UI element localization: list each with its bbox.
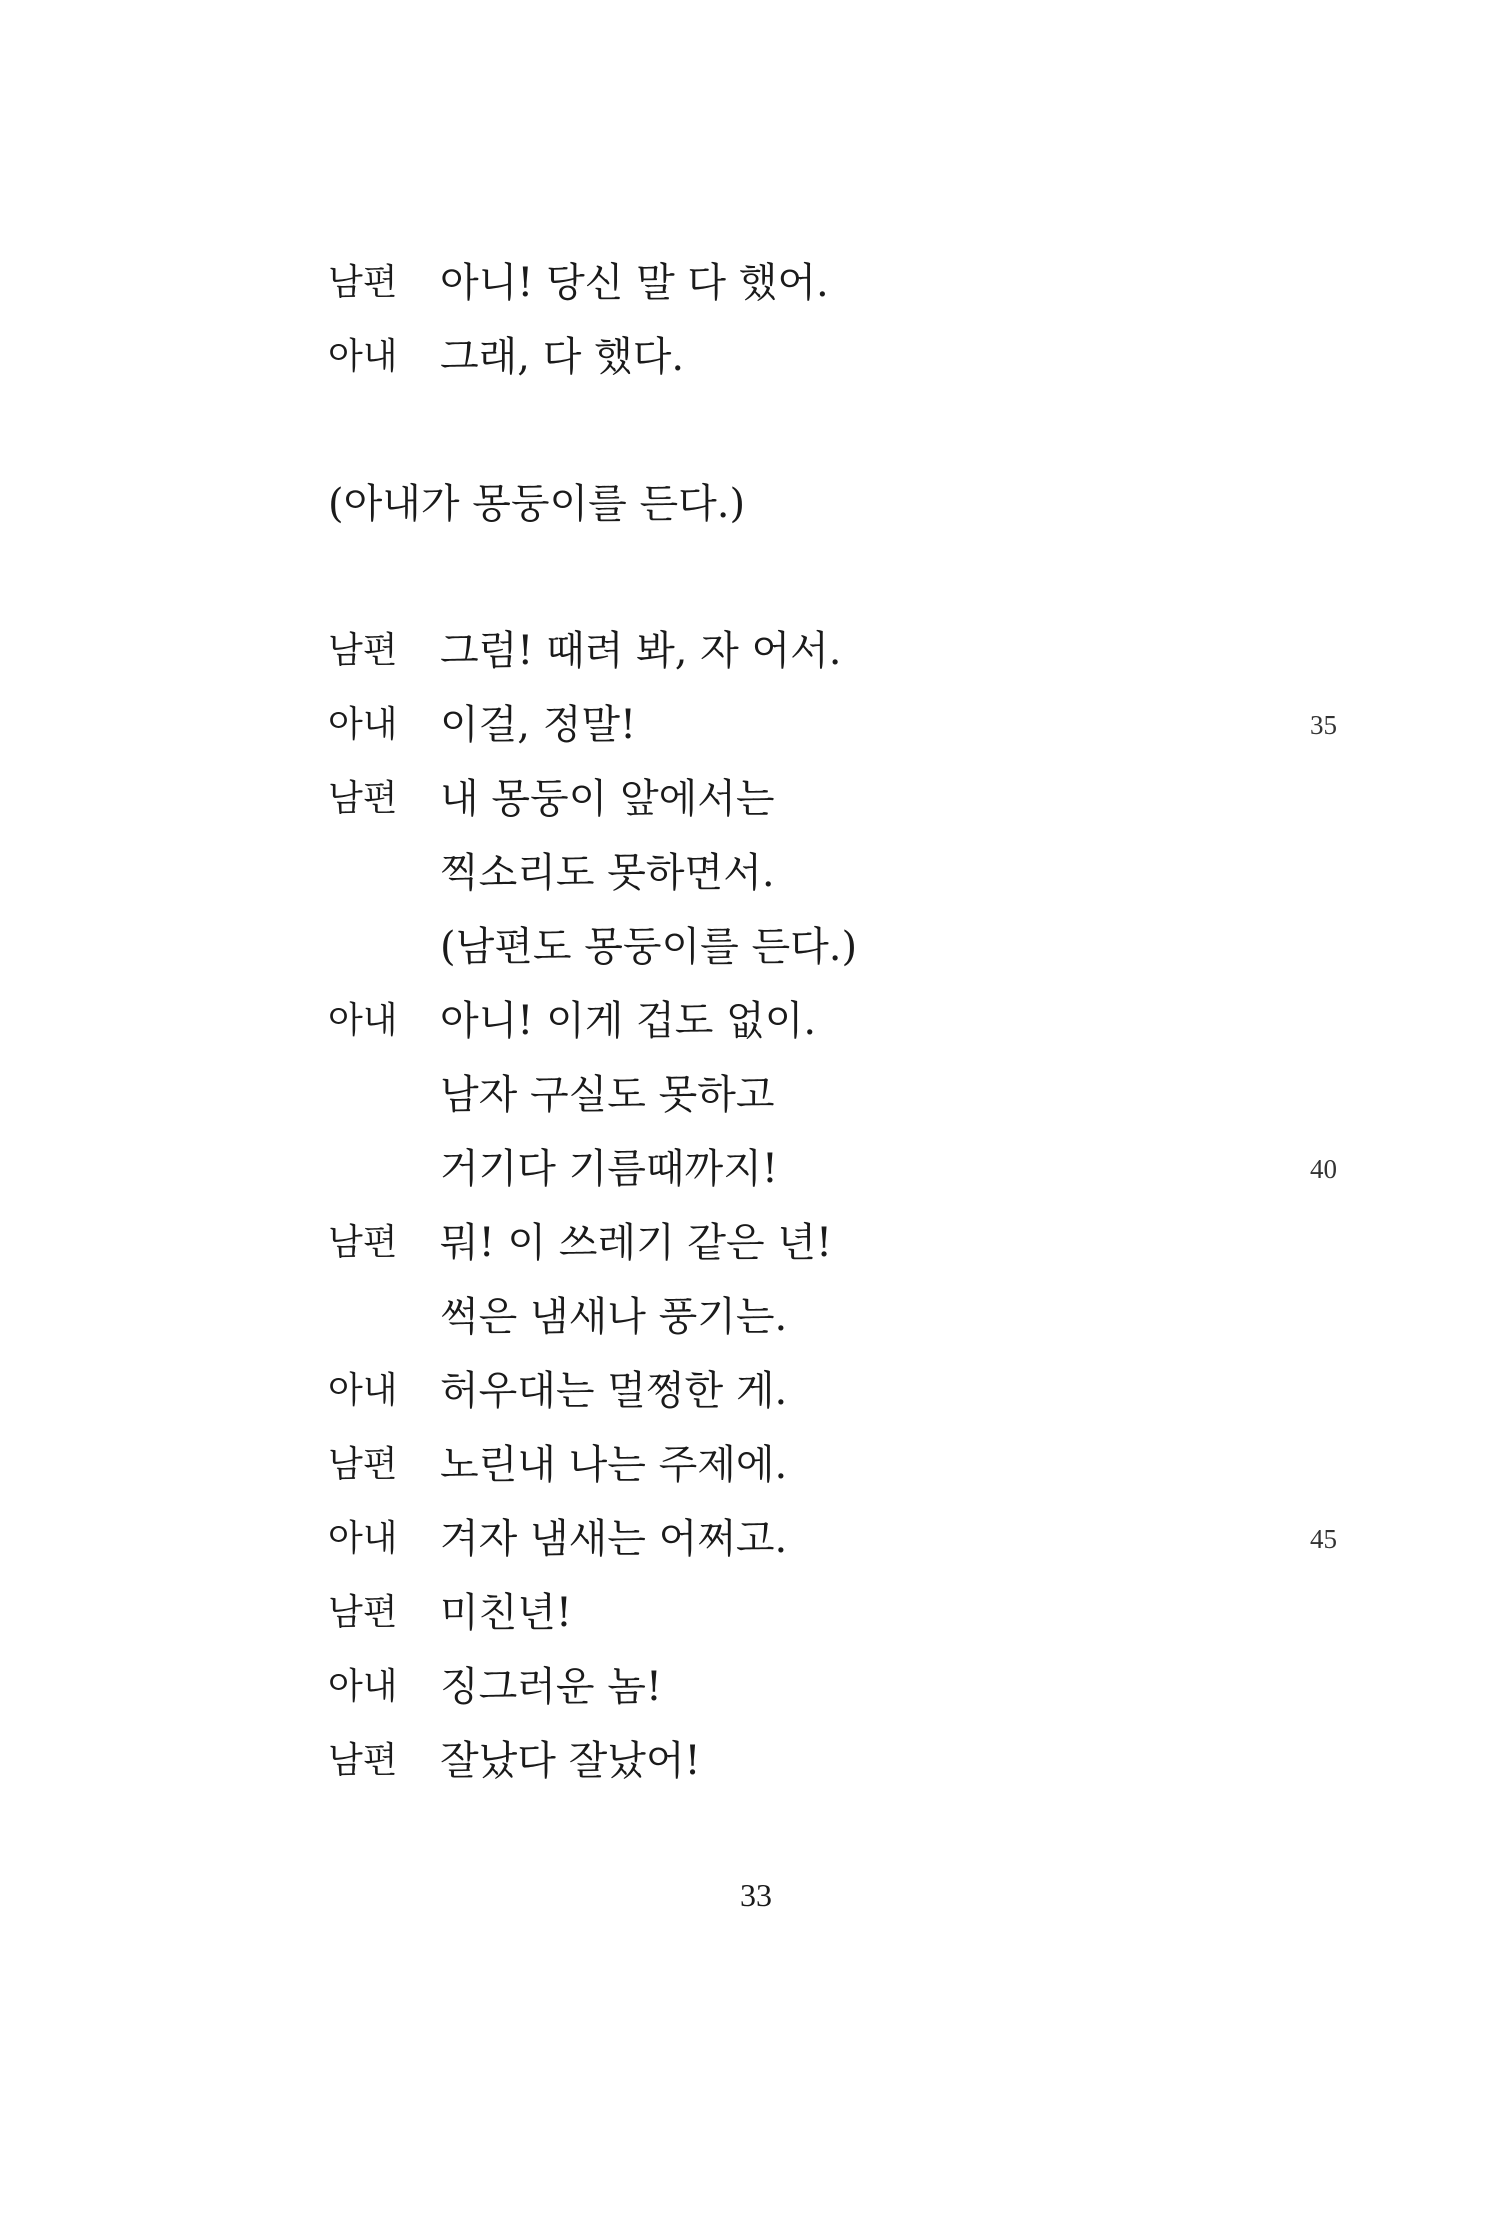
dialogue-line <box>0 1724 1512 1798</box>
speaker-label: 남편 <box>328 262 398 303</box>
dialogue-line <box>0 1576 1512 1650</box>
speaker-label: 남편 <box>328 1592 398 1633</box>
speaker-label: 남편 <box>328 1740 398 1781</box>
dialogue-line <box>0 910 1512 984</box>
dialogue-text: 이걸, 정말! <box>440 702 637 748</box>
dialogue-text: 거기다 기름때까지! <box>440 1146 778 1192</box>
dialogue-text: 뭐! 이 쓰레기 같은 년! <box>440 1220 833 1266</box>
dialogue-text: 미친년! <box>440 1590 572 1636</box>
speaker-label: 남편 <box>328 1222 398 1263</box>
speaker-label: 아내 <box>328 1518 398 1559</box>
dialogue-line <box>0 836 1512 910</box>
dialogue-text: 허우대는 멀쩡한 게. <box>440 1368 788 1414</box>
dialogue-text: 겨자 냄새는 어쩌고. <box>440 1516 788 1562</box>
dialogue-line <box>0 246 1512 320</box>
dialogue-line <box>0 984 1512 1058</box>
dialogue-text: 아니! 당신 말 다 했어. <box>440 260 829 306</box>
dialogue-line <box>0 688 1512 762</box>
dialogue-line <box>0 614 1512 688</box>
speaker-label: 아내 <box>328 1666 398 1707</box>
dialogue-text: 썩은 냄새나 풍기는. <box>440 1294 788 1340</box>
dialogue-text: (남편도 몽둥이를 든다.) <box>440 924 858 970</box>
page-number: 33 <box>740 1877 772 1913</box>
dialogue-line <box>0 762 1512 836</box>
speaker-label: 아내 <box>328 336 398 377</box>
dialogue-text: 남자 구실도 못하고 <box>440 1072 775 1118</box>
dialogue-text: 잘났다 잘났어! <box>440 1738 701 1784</box>
speaker-label: 아내 <box>328 1370 398 1411</box>
speaker-label: 남편 <box>328 1444 398 1485</box>
speaker-label: 남편 <box>328 630 398 671</box>
dialogue-text: 그래, 다 했다. <box>440 334 685 380</box>
line-number: 35 <box>1310 710 1337 740</box>
speaker-label: 남편 <box>328 778 398 819</box>
dialogue-line <box>0 1132 1512 1206</box>
dialogue-text: 아니! 이게 겁도 없이. <box>440 998 817 1044</box>
dialogue-text: 내 몽둥이 앞에서는 <box>440 776 775 822</box>
line-number: 45 <box>1310 1524 1337 1554</box>
dialogue-line <box>0 1280 1512 1354</box>
dialogue-text: 노린내 나는 주제에. <box>440 1442 788 1488</box>
dialogue-line <box>0 320 1512 394</box>
dialogue-text: 징그러운 놈! <box>440 1664 662 1710</box>
dialogue-line <box>0 1428 1512 1502</box>
dialogue-text: 그럼! 때려 봐, 자 어서. <box>440 628 842 674</box>
line-number: 40 <box>1310 1154 1337 1184</box>
dialogue-line <box>0 1058 1512 1132</box>
stage-direction-line <box>0 467 1512 541</box>
dialogue-line <box>0 1206 1512 1280</box>
speaker-label: 아내 <box>328 704 398 745</box>
dialogue-text: 찍소리도 못하면서. <box>440 850 775 896</box>
dialogue-line <box>0 1502 1512 1576</box>
dialogue-line <box>0 1650 1512 1724</box>
speaker-label: 아내 <box>328 1000 398 1041</box>
dialogue-line <box>0 1354 1512 1428</box>
stage-direction: (아내가 몽둥이를 든다.) <box>328 481 746 527</box>
